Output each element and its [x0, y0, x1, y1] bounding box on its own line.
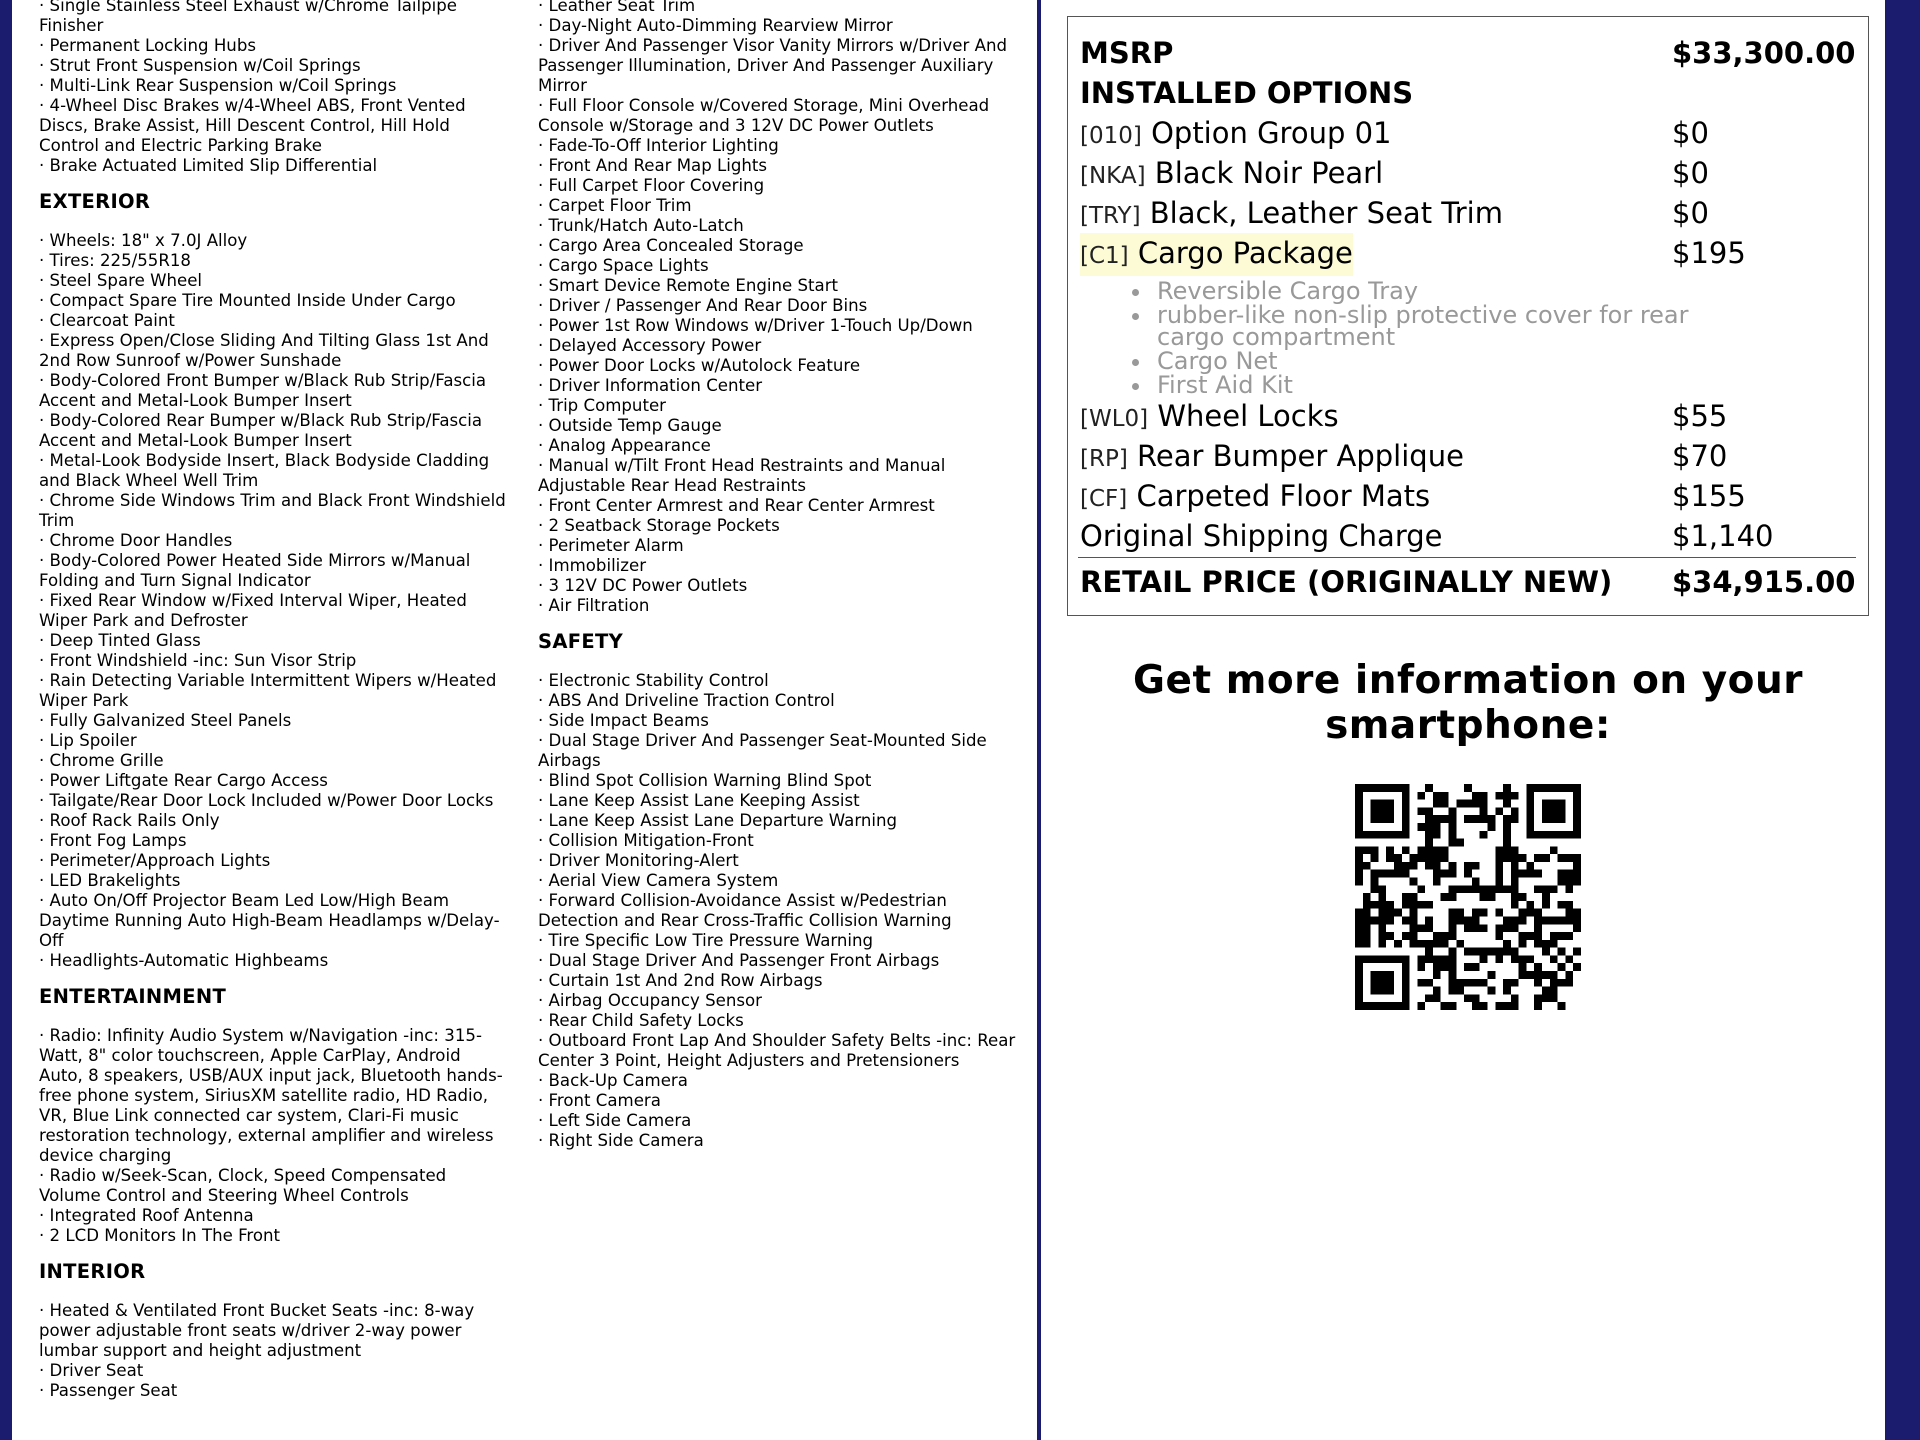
- installed-options-row: [1080, 73, 1860, 113]
- list-item: · 3 12V DC Power Outlets: [538, 576, 748, 595]
- feature-list: [39, 1026, 509, 1246]
- option-row: [1080, 436, 1860, 476]
- list-item: · Smart Device Remote Engine Start: [538, 276, 839, 295]
- list-item: · Fully Galvanized Steel Panels: [39, 711, 292, 730]
- page-border-right: [1885, 0, 1920, 1440]
- option-price: $0: [1672, 116, 1709, 150]
- list-item: · Lip Spoiler: [39, 731, 137, 750]
- list-item: · Perimeter/Approach Lights: [39, 851, 271, 870]
- list-item: · Full Carpet Floor Covering: [538, 176, 765, 195]
- list-item: · Tire Specific Low Tire Pressure Warning: [538, 931, 874, 950]
- option-name: Rear Bumper Applique: [1137, 439, 1464, 473]
- list-item: · Clearcoat Paint: [39, 311, 175, 330]
- list-item: · Lane Keep Assist Lane Departure Warning: [538, 811, 898, 830]
- option-row: [1080, 153, 1860, 193]
- list-item: · Front And Rear Map Lights: [538, 156, 768, 175]
- column-divider: [1037, 0, 1041, 1440]
- list-item: · Fade-To-Off Interior Lighting: [538, 136, 779, 155]
- option-name: Carpeted Floor Mats: [1136, 479, 1431, 513]
- qr-code[interactable]: [1355, 784, 1581, 1010]
- list-item: · Steel Spare Wheel: [39, 271, 203, 290]
- feature-list: [538, 671, 1016, 1151]
- list-item: · Delayed Accessory Power: [538, 336, 762, 355]
- list-item: · Multi-Link Rear Suspension w/Coil Springs: [39, 76, 397, 95]
- option-row: [1080, 476, 1860, 516]
- option-code: [NKA]: [1080, 163, 1146, 189]
- list-item: · Driver Seat: [39, 1361, 144, 1380]
- list-item: · ABS And Driveline Traction Control: [538, 691, 835, 710]
- list-item: · Metal-Look Bodyside Insert, Black Bodyside Cladding and Black Wheel Well Trim: [39, 451, 490, 490]
- option-code: [C1]: [1080, 243, 1129, 269]
- installed-options-title: INSTALLED OPTIONS: [1080, 76, 1414, 110]
- option-price: $70: [1672, 439, 1728, 473]
- list-item: · Front Camera: [538, 1091, 661, 1110]
- list-item: · Brake Actuated Limited Slip Differential: [39, 156, 378, 175]
- list-item: · Dual Stage Driver And Passenger Seat-Mounted Side Airbags: [538, 731, 987, 770]
- option-price: $155: [1672, 479, 1746, 513]
- list-item: · Curtain 1st And 2nd Row Airbags: [538, 971, 823, 990]
- section-heading-safety: SAFETY: [538, 630, 623, 653]
- list-item: · Compact Spare Tire Mounted Inside Under Cargo: [39, 291, 456, 310]
- list-item: · Integrated Roof Antenna: [39, 1206, 254, 1225]
- list-item: · Deep Tinted Glass: [39, 631, 201, 650]
- list-item: First Aid Kit: [1132, 374, 1692, 396]
- list-item: · Blind Spot Collision Warning Blind Spot: [538, 771, 872, 790]
- option-price: $0: [1672, 196, 1709, 230]
- list-item: · Permanent Locking Hubs: [39, 36, 257, 55]
- list-item: · Airbag Occupancy Sensor: [538, 991, 762, 1010]
- shipping-row: [1080, 516, 1860, 556]
- features-column-1: [39, 0, 509, 1401]
- list-item: · Trunk/Hatch Auto-Latch: [538, 216, 744, 235]
- option-code: [CF]: [1080, 486, 1128, 512]
- retail-price-row: [1080, 562, 1860, 602]
- list-item: · Auto On/Off Projector Beam Led Low/High Beam Daytime Running Auto High-Beam Headlamps w/Delay-Off: [39, 891, 500, 950]
- list-item: · Roof Rack Rails Only: [39, 811, 220, 830]
- list-item: · Perimeter Alarm: [538, 536, 684, 555]
- option-code: [TRY]: [1080, 203, 1141, 229]
- list-item: · Side Impact Beams: [538, 711, 709, 730]
- shipping-label: Original Shipping Charge: [1080, 519, 1443, 553]
- option-name: Wheel Locks: [1157, 399, 1339, 433]
- feature-list: [39, 231, 509, 971]
- list-item: · Trip Computer: [538, 396, 666, 415]
- list-item: · Chrome Door Handles: [39, 531, 233, 550]
- list-item: · 2 Seatback Storage Pockets: [538, 516, 780, 535]
- list-item: · Driver Information Center: [538, 376, 763, 395]
- list-item: rubber-like non-slip protective cover for rear cargo compartment: [1132, 304, 1692, 348]
- list-item: · Headlights-Automatic Highbeams: [39, 951, 329, 970]
- retail-price-label: RETAIL PRICE (ORIGINALLY NEW): [1080, 565, 1613, 599]
- list-item: · Chrome Grille: [39, 751, 164, 770]
- list-item: · Front Windshield -inc: Sun Visor Strip: [39, 651, 357, 670]
- list-item: · Front Fog Lamps: [39, 831, 187, 850]
- list-item: · Carpet Floor Trim: [538, 196, 692, 215]
- list-item: · Heated & Ventilated Front Bucket Seats -inc: 8-way power adjustable front seats w/driver 2-way power lumbar support and height adjustment: [39, 1301, 475, 1360]
- msrp-label: MSRP: [1080, 36, 1174, 70]
- total-divider: [1078, 557, 1856, 558]
- pricing-box: [1067, 16, 1869, 616]
- list-item: · Fixed Rear Window w/Fixed Interval Wiper, Heated Wiper Park and Defroster: [39, 591, 467, 630]
- smartphone-heading: Get more information on your smartphone:: [1133, 658, 1803, 748]
- list-item: · Forward Collision-Avoidance Assist w/Pedestrian Detection and Rear Cross-Traffic Collision Warning: [538, 891, 952, 930]
- list-item: · Cargo Space Lights: [538, 256, 709, 275]
- list-item: · Outside Temp Gauge: [538, 416, 722, 435]
- option-code: [RP]: [1080, 446, 1128, 472]
- list-item: · Power Door Locks w/Autolock Feature: [538, 356, 861, 375]
- option-price: $55: [1672, 399, 1728, 433]
- list-item: · Tires: 225/55R18: [39, 251, 191, 270]
- list-item: · Aerial View Camera System: [538, 871, 779, 890]
- list-item: · Power 1st Row Windows w/Driver 1-Touch Up/Down: [538, 316, 973, 335]
- list-item: · Radio: Infinity Audio System w/Navigation -inc: 315-Watt, 8" color touchscreen, Apple CarPlay, Android Auto, 8 speakers, USB/AUX input jack, Bluetooth hands-free phone system, SiriusXM satellite radio, HD Radio, VR, Blue Link connected car system, Clari-Fi music restoration technology, external amplifier and wireless device charging: [39, 1026, 503, 1165]
- msrp-value: $33,300.00: [1672, 36, 1856, 70]
- list-item: · Strut Front Suspension w/Coil Springs: [39, 56, 361, 75]
- page-border-left: [0, 0, 12, 1440]
- option-price: $0: [1672, 156, 1709, 190]
- option-row-cargo-package: [1080, 233, 1860, 273]
- option-code: [WL0]: [1080, 406, 1149, 432]
- option-price: $195: [1672, 236, 1746, 270]
- section-heading-entertainment: ENTERTAINMENT: [39, 985, 227, 1008]
- list-item: · Rain Detecting Variable Intermittent Wipers w/Heated Wiper Park: [39, 671, 497, 710]
- list-item: · Back-Up Camera: [538, 1071, 688, 1090]
- list-item: · Body-Colored Power Heated Side Mirrors w/Manual Folding and Turn Signal Indicator: [39, 551, 471, 590]
- list-item: · Power Liftgate Rear Cargo Access: [39, 771, 328, 790]
- list-item: · Full Floor Console w/Covered Storage, Mini Overhead Console w/Storage and 3 12V DC Power Outlets: [538, 96, 990, 135]
- list-item: · Body-Colored Front Bumper w/Black Rub Strip/Fascia Accent and Metal-Look Bumper Insert: [39, 371, 487, 410]
- option-code: [010]: [1080, 123, 1142, 149]
- features-column-2: [538, 0, 1016, 1151]
- list-item: · Dual Stage Driver And Passenger Front Airbags: [538, 951, 940, 970]
- option-row: [1080, 113, 1860, 153]
- feature-list: [39, 1301, 509, 1401]
- list-item: · Tailgate/Rear Door Lock Included w/Power Door Locks: [39, 791, 494, 810]
- list-item: · Immobilizer: [538, 556, 647, 575]
- list-item: · Air Filtration: [538, 596, 650, 615]
- section-heading-exterior: EXTERIOR: [39, 190, 151, 213]
- option-name: Black, Leather Seat Trim: [1149, 196, 1503, 230]
- list-item: · Cargo Area Concealed Storage: [538, 236, 804, 255]
- list-item: · Driver Monitoring-Alert: [538, 851, 739, 870]
- list-item: · Driver / Passenger And Rear Door Bins: [538, 296, 868, 315]
- retail-price-value: $34,915.00: [1672, 565, 1856, 599]
- option-name: Option Group 01: [1151, 116, 1392, 150]
- list-item: · 2 LCD Monitors In The Front: [39, 1226, 281, 1245]
- list-item: · Collision Mitigation-Front: [538, 831, 754, 850]
- list-item: · Analog Appearance: [538, 436, 711, 455]
- msrp-row: [1080, 33, 1860, 73]
- cargo-package-contents: [1132, 277, 1692, 399]
- list-item: Cargo Net: [1132, 350, 1692, 372]
- option-row: [1080, 193, 1860, 233]
- list-item: · Rear Child Safety Locks: [538, 1011, 744, 1030]
- list-item: · 4-Wheel Disc Brakes w/4-Wheel ABS, Front Vented Discs, Brake Assist, Hill Descent Control, Hill Hold Control and Electric Parking Brake: [39, 96, 466, 155]
- list-item: · Radio w/Seek-Scan, Clock, Speed Compensated Volume Control and Steering Wheel Controls: [39, 1166, 447, 1205]
- section-heading-interior: INTERIOR: [39, 1260, 146, 1283]
- list-item: · Left Side Camera: [538, 1111, 692, 1130]
- list-item: · Day-Night Auto-Dimming Rearview Mirror: [538, 16, 893, 35]
- list-item: · Outboard Front Lap And Shoulder Safety Belts -inc: Rear Center 3 Point, Height Adjusters and Pretensioners: [538, 1031, 1016, 1070]
- list-item: · Front Center Armrest and Rear Center Armrest: [538, 496, 935, 515]
- list-item: · Manual w/Tilt Front Head Restraints and Manual Adjustable Rear Head Restraints: [538, 456, 946, 495]
- list-item: · Express Open/Close Sliding And Tilting Glass 1st And 2nd Row Sunroof w/Power Sunshade: [39, 331, 489, 370]
- list-item: · Lane Keep Assist Lane Keeping Assist: [538, 791, 860, 810]
- list-item: · Leather Seat Trim: [538, 0, 696, 15]
- option-row: [1080, 396, 1860, 436]
- list-item: · Chrome Side Windows Trim and Black Front Windshield Trim: [39, 491, 506, 530]
- list-item: · LED Brakelights: [39, 871, 181, 890]
- option-name: Black Noir Pearl: [1154, 156, 1384, 190]
- list-item: Reversible Cargo Tray: [1132, 280, 1692, 302]
- list-item: · Driver And Passenger Visor Vanity Mirrors w/Driver And Passenger Illumination, Driver And Passenger Auxiliary Mirror: [538, 36, 1008, 95]
- list-item: · Single Stainless Steel Exhaust w/Chrome Tailpipe Finisher: [39, 0, 458, 35]
- list-item: · Body-Colored Rear Bumper w/Black Rub Strip/Fascia Accent and Metal-Look Bumper Insert: [39, 411, 483, 450]
- list-item: · Wheels: 18" x 7.0J Alloy: [39, 231, 248, 250]
- feature-list: [39, 0, 509, 176]
- feature-list: [538, 0, 1016, 616]
- shipping-value: $1,140: [1672, 519, 1774, 553]
- list-item: · Electronic Stability Control: [538, 671, 769, 690]
- option-name: Cargo Package: [1137, 236, 1353, 270]
- list-item: · Passenger Seat: [39, 1381, 178, 1400]
- list-item: · Right Side Camera: [538, 1131, 704, 1150]
